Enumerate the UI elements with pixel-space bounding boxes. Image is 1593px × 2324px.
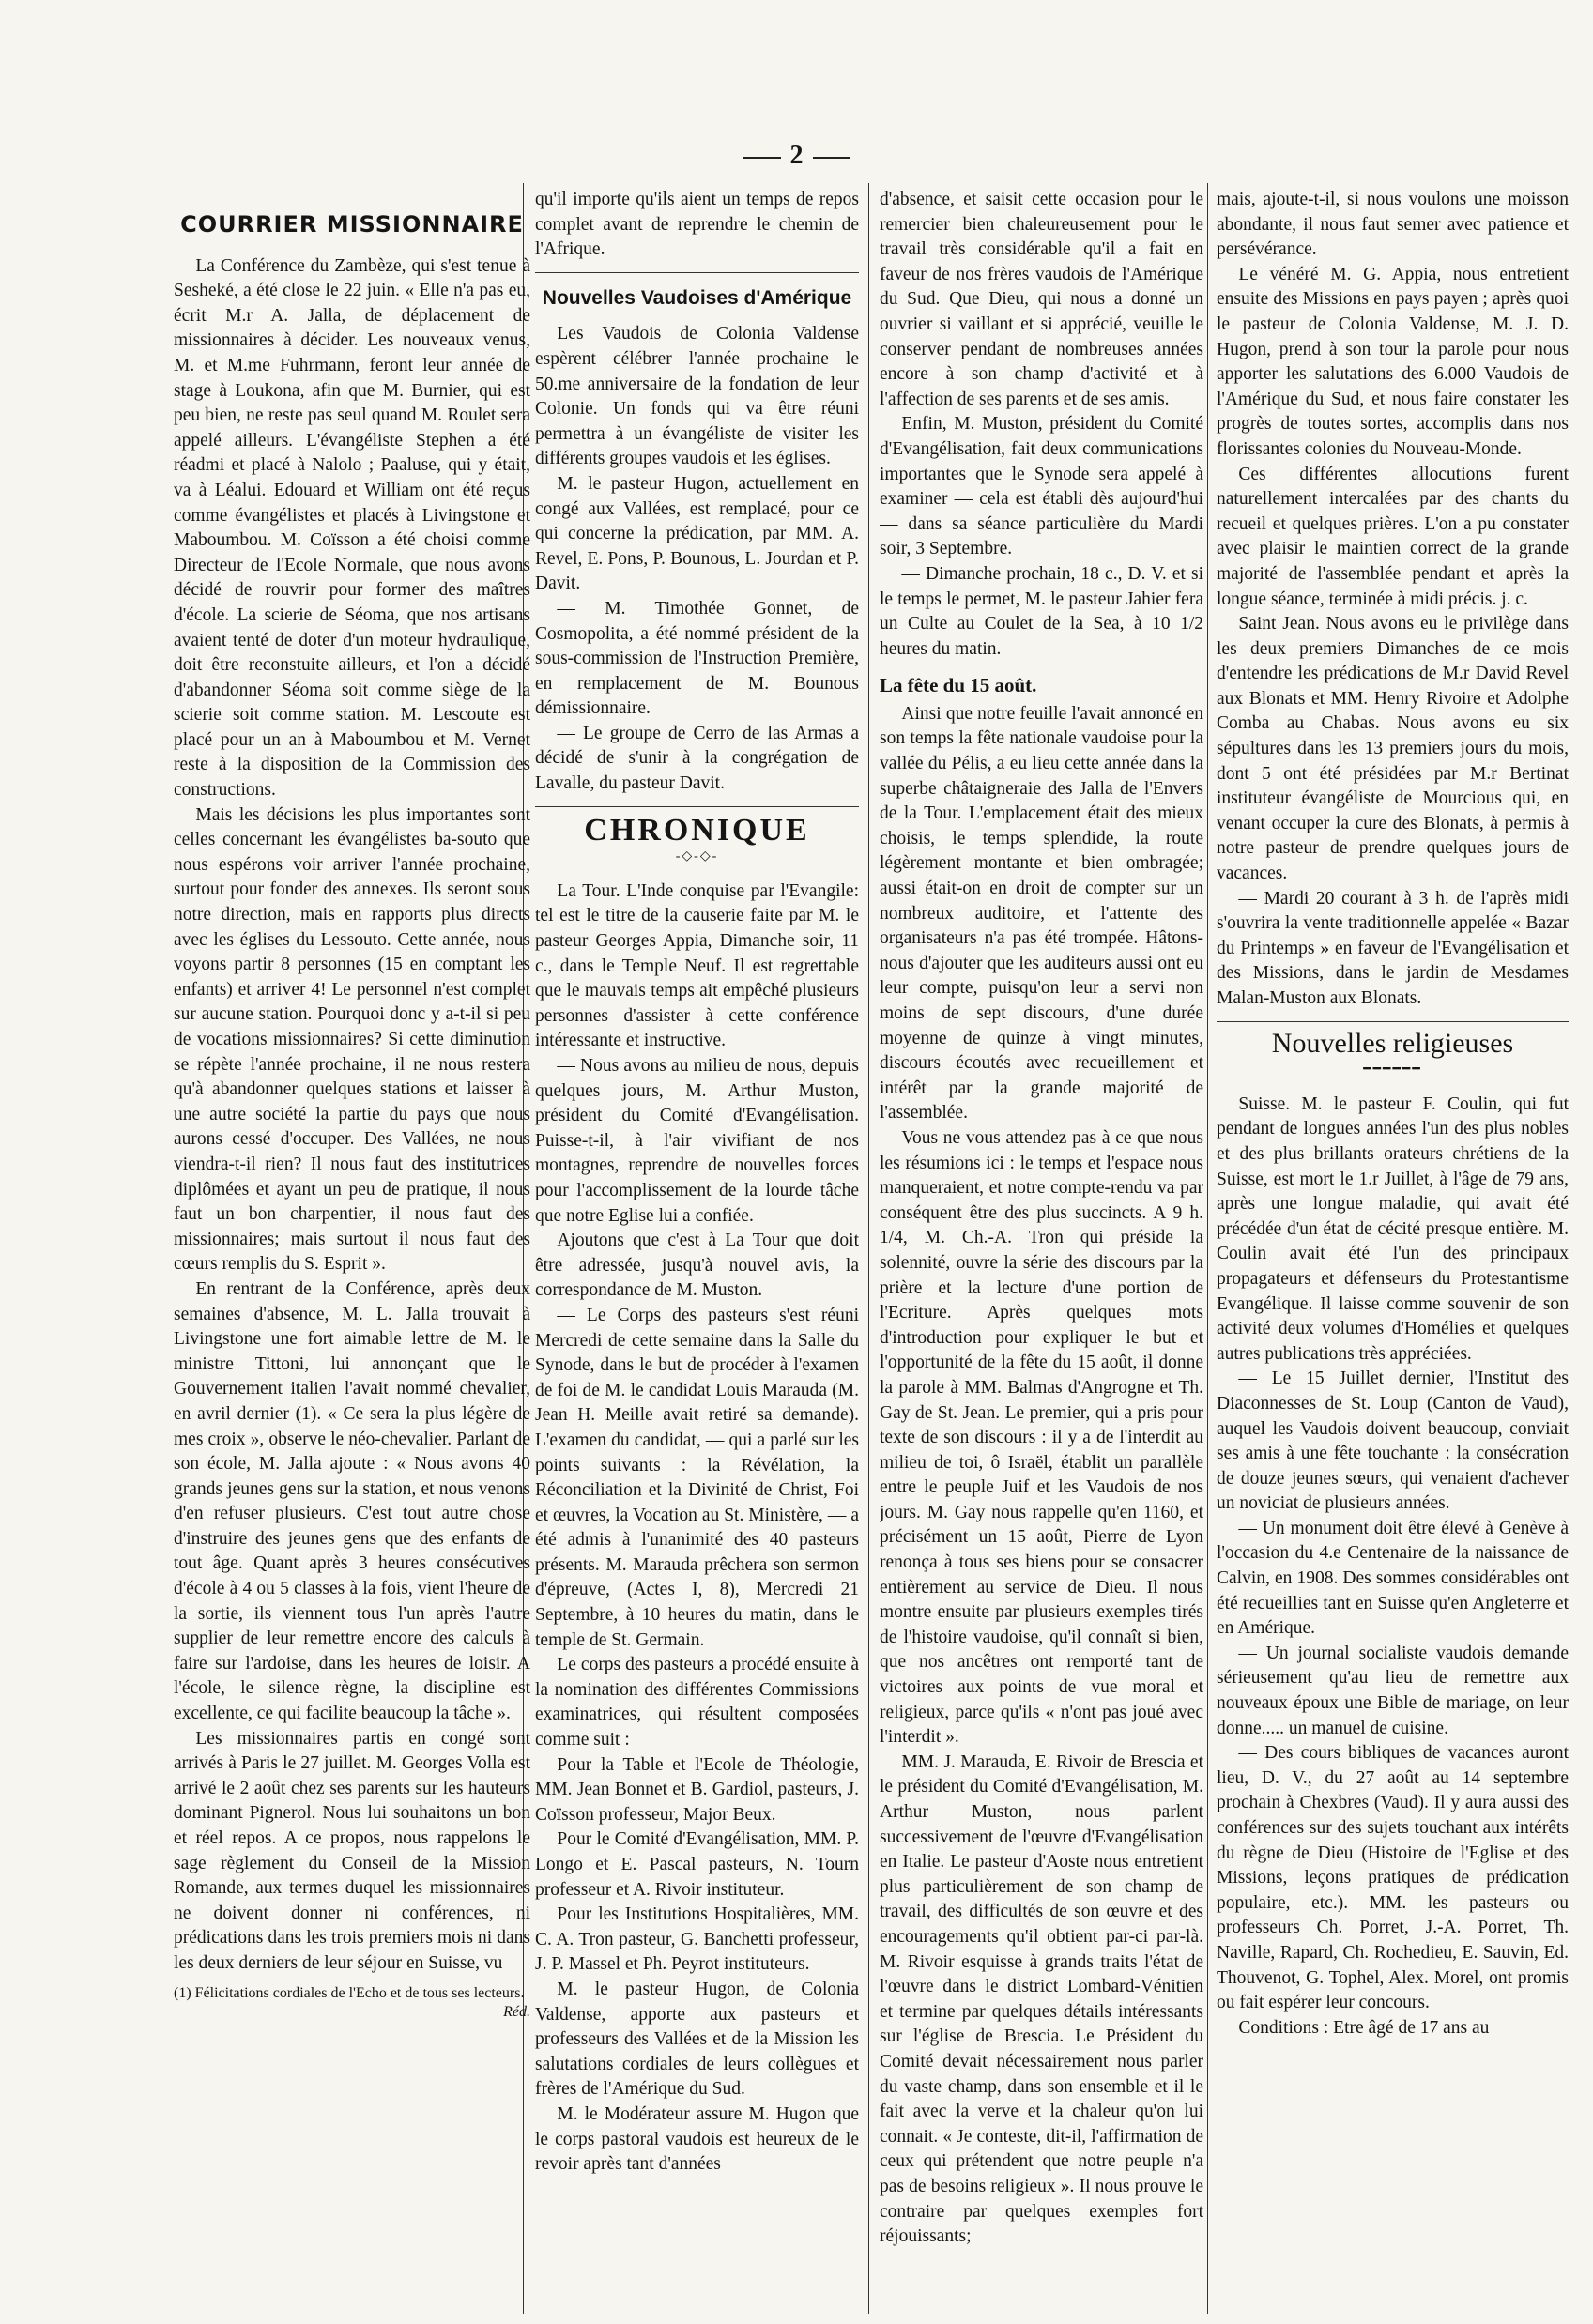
paragraph: M. le pasteur Hugon, de Colonia Valdense, apporte aux pasteurs et professeurs des Vallées et de la Mission les salutations cordiales de leurs collègues et frères de l'Amérique du Sud. — [535, 1979, 859, 2100]
paragraph: M. le Modérateur assure M. Hugon que le corps pastoral vaudois est heureux de le revoir après tant d'années — [535, 2103, 859, 2175]
paragraph: Saint Jean. Nous avons eu le privilège dans les deux premiers Dimanches de ce mois d'entendre les prédications de M.r David Revel aux Blonats et MM. Henry Rivoire et Adolphe Comba au Chabas. Nous avons eu six sépultures dans les 13 premiers jours du mois, dont 5 ont été présidées par M.r Bertinat instituteur évangéliste de Mourcious qui, en venant occuper la cure des Blonats, à permis à notre pasteur de prendre quelques jours de vacances. — [1217, 614, 1569, 884]
section-heading-fete: La fête du 15 août. — [880, 674, 1037, 697]
paragraph: qu'il importe qu'ils aient un temps de repos complet avant de reprendre le chemin de l'Afrique. — [535, 190, 859, 260]
paragraph: Le vénéré M. G. Appia, nous entretient ensuite des Missions en pays payen ; après quoi le pasteur de Colonia Valdense, M. J. D. Hugon, prend à son tour la parole pour nous apporter les salutations des 6.000 Vaudois de l'Amérique du Sud, et nous faire constater les progrès de toutes sortes, accomplis dans nos florissantes colonies du Nouveau-Monde. — [1217, 264, 1569, 459]
ornament-rule: ━━━━━━ — [1363, 1063, 1422, 1078]
section-heading-chronique: CHRONIQUE — [584, 812, 810, 848]
paragraph: La Conférence du Zambèze, qui s'est tenue à Sesheké, a été close le 22 juin. « Elle n'a pas eu, écrit M.r A. Jalla, de déplacement de missionnaires à décider. Les nouveaux venus, M. et M.me Fuhrmann, feront leur année de stage à Loukona, afin que M. Burnier, qui est peu bien, ne reste pas seul quand M. Roulet sera appelé ailleurs. L'évangéliste Stephen a été réadmi et placé à Nalolo ; Paaluse, qui y était, va à Léalui. Edouard et William ont été reçus comme évangélistes et placés à Livingstone et Maboumbou. M. Coïsson a été choisi comme Directeur de l'Ecole Normale, que nous avons décidé de rouvrir pour former des maîtres d'école. La scierie de Séoma, que nos artisans avaient tenté de doter d'un moteur hydraulique, doit être reconstuite ailleurs, et l'on a décidé d'abandonner Séoma soit comme siège de la scierie soit comme station. M. Lescoute est placé pour un an à Maboumbou et M. Vernet reste à la disposition de la Commission des constructions. — [174, 255, 530, 801]
paragraph: Vous ne vous attendez pas à ce que nous les résumions ici : le temps et l'espace nous manqueraient, et notre compte-rendu va par conséquent être des plus succincts. A 9 h. 1/4, M. Ch.-A. Tron qui préside la solennité, ouvre la série des discours par la prière et la lecture d'une portion de l'Ecriture. Après quelques mots d'introduction pour expliquer le but et l'opportunité de la fête du 15 août, il donne la parole à MM. Balmas d'Angrogne et Th. Gay de St. Jean. Le premier, qui a pris pour texte de son discours : il y a de l'interdit au milieu de toi, ô Israël, établit un parallèle entre le peuple Juif et les Vaudois de nos jours. M. Gay nous rappelle qu'en 1160, et précisément un 15 août, Pierre de Lyon renonça à tous ses biens pour se consacrer entièrement au service de Dieu. Il nous montre ensuite par plusieurs exemples tirés de l'histoire vaudoise, qu'il connaît si bien, que nos ancêtres ont remporté tant de victoires aux points de vue moral et religieux, parce qu'ils « n'ont pas joué avec l'interdit ». — [880, 1127, 1203, 1748]
paragraph: — Dimanche prochain, 18 c., D. V. et si le temps le permet, M. le pasteur Jahier fera un Culte au Coulet de la Sea, à 10 1/2 heures du matin. — [880, 563, 1203, 659]
column-rule — [868, 183, 869, 2314]
separator — [535, 806, 859, 807]
paragraph: — Le groupe de Cerro de las Armas a décidé de s'unir à la congrégation de Lavalle, du pasteur Davit. — [535, 723, 859, 794]
separator — [535, 272, 859, 273]
column-3 — [880, 188, 1203, 2309]
paragraph: En rentrant de la Conférence, après deux semaines d'absence, M. L. Jalla trouvait à Livingstone une fort aimable lettre de M. le ministre Tittoni, lui annonçant que le Gouvernement italien l'avait nommé chevalier, en avril dernier (1). « Ce sera la plus légère de mes croix », observe le néo-chevalier. Parlant de son école, M. Jalla ajoute : « Nous avons 40 grands jeunes gens sur la station, et nous venons d'en refuser plusieurs. C'est tout autre chose d'instruire des jeunes gens que des enfants de tout âge. Quant après 3 heures consécutives d'école à 4 ou 5 classes à la fois, vient l'heure de la sortie, ils viennent tous l'un après l'autre supplier de leur remettre encore des calculs à faire sur l'ardoise, dans les heures de loisir. A l'école, le silence règne, la discipline est excellente, ce qui facilite beaucoup la tâche ». — [174, 1278, 530, 1724]
paragraph: Ces différentes allocutions furent naturellement intercalées par des chants du recueil et quelques prières. L'on a pu constater avec plaisir le maintien correct de la grande majorité de l'assemblée pendant et après la longue séance, terminée à midi précis. j. c. — [1217, 464, 1569, 609]
footnote-signature: Réd. — [503, 2003, 530, 2020]
column-4 — [1217, 188, 1569, 2309]
paragraph: — Nous avons au milieu de nous, depuis quelques jours, M. Arthur Muston, président du Comité d'Evangélisation. Puisse-t-il, à l'air vivifiant de nos montagnes, reprendre de nouvelles forces pour l'accomplissement de la lourde tâche que notre Eglise lui a confiée. — [535, 1056, 859, 1226]
paragraph: M. le pasteur Hugon, actuellement en congé aux Vallées, est remplacé, pour ce qui concerne la prédication, par MM. A. Revel, E. Pons, P. Bounous, L. Jourdan et P. Davit. — [535, 473, 859, 594]
column-1 — [174, 188, 530, 2309]
paragraph: d'absence, et saisit cette occasion pour le remercier bien chaleureusement pour le travail très considérable qu'il a fait en faveur de nos frères vaudois de l'Amérique du Sud. Que Dieu, qui nous a donné un ouvrier si vaillant et si apprécié, veuille le conserver pendant de nombreuses années encore à son champ d'activité et à l'affection de ses parents et de ses amis. — [880, 190, 1203, 409]
section-heading-vaudoises: Nouvelles Vaudoises d'Amérique — [542, 286, 852, 309]
paragraph: MM. J. Marauda, E. Rivoir de Brescia et le président du Comité d'Evangélisation, M. Arthur Muston, nous parlent successivement de l'œuvre d'Evangélisation en Italie. Le pasteur d'Aoste nous entretient plus particulièrement de son champ de travail, des difficultés de son œuvre et des encouragements qu'il obtient par-ci par-là. M. Rivoir esquisse à grands traits l'état de l'œuvre dans le district Lombard-Vénitien et termine par quelques détails intéressants sur l'église de Brescia. Le Président du Comité devait nécessairement nous parler du vaste champ, dans son ensemble et il le fait avec la verve et la chaleur qu'on lui connait. « Je conteste, dit-il, l'affirmation de ceux qui prétendent que notre peuple n'a pas de besoins religieux ». Il nous prouve le contraire par quelques exemples fort réjouissants; — [880, 1751, 1203, 2247]
paragraph: Conditions : Etre âgé de 17 ans au — [1238, 2017, 1490, 2038]
paragraph: Ajoutons que c'est à La Tour que doit être adressée, jusqu'à nouvel avis, la correspondance de M. Muston. — [535, 1231, 859, 1301]
column-2 — [535, 188, 859, 2309]
paragraph: Les Vaudois de Colonia Valdense espèrent célébrer l'année prochaine le 50.me anniversaire de la fondation de leur Colonie. Un fonds qui va être réuni permettra à un évangéliste de visiter les différents groupes vaudois et les églises. — [535, 324, 859, 469]
paragraph: La Tour. L'Inde conquise par l'Evangile: tel est le titre de la causerie faite par M. le pasteur Georges Appia, Dimanche soir, 11 c., dans le Temple Neuf. Il est regrettable que le mauvais temps ait empêché plusieurs personnes d'assister à cette conférence intéressante et instructive. — [535, 880, 859, 1051]
paragraph: Le corps des pasteurs a procédé ensuite à la nomination des différentes Commissions examinatrices, qui résultent composées comme suit : — [535, 1655, 859, 1751]
paragraph: Ainsi que notre feuille l'avait annoncé en son temps la fête nationale vaudoise pour la vallée du Pélis, a eu lieu cette année dans la superbe châtaigneraie des Jalla de l'Envers de la Tour. L'emplacement était des mieux choisis, le temps splendide, la route légèrement montante et bien ombragée; aussi était-on en droit de compter sur un nombreux auditoire, et l'attente des organisateurs n'a pas été trompée. Hâtons-nous d'ajouter que les auditeurs aussi ont eu leur compte, puisqu'on leur a servi non moins de sept discours, d'une durée moyenne de quinze à vingt minutes, discours écoutés avec recueillement et intérêt par la grande majorité de l'assemblée. — [880, 703, 1203, 1124]
paragraph: — Des cours bibliques de vacances auront lieu, D. V., du 27 août au 14 septembre prochain à Chexbres (Vaud). Il y aura aussi des conférences sur des sujets touchant aux intérêts du règne de Dieu (Histoire de l'Eglise et des Missions, leçons pratiques de prédication populaire, etc.). MM. les pasteurs ou professeurs Ch. Porret, J.-A. Porret, Th. Naville, Rapard, Ch. Rochedieu, E. Sauvin, Ed. Thouvenot, G. Tophel, Alex. Morel, ont promis ou fait espérer leur concours. — [1217, 1743, 1569, 2013]
paragraph: — M. Timothée Gonnet, de Cosmopolita, a été nommé président de la sous-commission de l'Instruction Première, en remplacement de M. Bounous démissionnaire. — [535, 598, 859, 719]
paragraph: — Le 15 Juillet dernier, l'Institut des Diaconnesses de St. Loup (Canton de Vaud), auquel les Vaudois doivent beaucoup, conviait ses amis à une fête touchante : la consécration de douze jeunes sœurs, qui venaient d'achever un noviciat de plusieurs années. — [1217, 1368, 1569, 1514]
paragraph: — Le Corps des pasteurs s'est réuni Mercredi de cette semaine dans la Salle du Synode, dans le but de procéder à l'examen de foi de M. le candidat Louis Marauda (M. Jean H. Meille avait retiré sa demande). L'examen du candidat, — qui a parlé sur les points suivants : la Révélation, la Réconciliation et la Divinité de Christ, Foi et œuvres, la Vocation au St. Ministère, — a été admis à l'unanimité des 40 pasteurs présents. M. Marauda prêchera son sermon d'épreuve, (Actes I, 8), Mercredi 21 Septembre, à 10 heures du matin, dans le temple de St. Germain. — [535, 1305, 859, 1650]
footnote — [174, 1984, 530, 2020]
paragraph: Pour la Table et l'Ecole de Théologie, MM. Jean Bonnet et B. Gardiol, pasteurs, J. Coïsson professeur, Major Beux. — [535, 1754, 859, 1825]
page-number: 2 — [0, 141, 1593, 171]
paragraph: — Un monument doit être élevé à Genève à l'occasion du 4.e Centenaire de la naissance de Calvin, en 1908. Des sommes considérables ont été recueillies tant en Suisse qu'en Angleterre et en Amérique. — [1217, 1518, 1569, 1639]
paragraph: — Mardi 20 courant à 3 h. de l'après midi s'ouvrira la vente traditionnelle appelée « Bazar du Printemps » en faveur de l'Evangélisation et des Missions, dans le jardin de Mesdames Malan-Muston aux Blonats. — [1217, 888, 1569, 1008]
paragraph: Les missionnaires partis en congé sont arrivés à Paris le 27 juillet. M. Georges Volla est arrivé le 2 août chez ses parents sur les hauteurs dominant Pignerol. Nous lui souhaitons un bon et réel repos. A ce propos, nous rappelons le sage règlement du Conseil de la Mission Romande, aux termes duquel les missionnaires ne doivent donner ni conférences, ni prédications dans les trois premiers mois ni dans les deux derniers de leur séjour en Suisse, vu — [174, 1728, 530, 1973]
paragraph: mais, ajoute-t-il, si nous voulons une moisson abondante, il nous faut semer avec patience et persévérance. — [1217, 190, 1569, 260]
separator — [1217, 1021, 1569, 1022]
paragraph: Enfin, M. Muston, président du Comité d'Evangélisation, fait deux communications importantes que le Synode sera appelé à examiner — cela est établi dès aujourd'hui — dans sa séance particulière du Mardi soir, 3 Septembre. — [880, 414, 1203, 559]
paragraph: Mais les décisions les plus importantes sont celles concernant les évangélistes ba-souto que nous espérons voir arriver l'année prochaine, surtout pour fonder des annexes. Ils seront sous notre direction, mais en rapports plus directs avec les églises du Lessouto. Cette année, nous voyons partir 8 personnes (15 en comptant les enfants) et arriver 4! Le personnel n'est complet sur aucune station. Pourquoi donc y a-t-il si peu de vocations missionnaires? Si cette diminution se répète l'année prochaine, il ne nous restera qu'à abandonner quelques stations et laisser à une autre société la partie du pays que nous aurons cessé d'occuper. Des Vallées, ne nous viendra-t-il rien? Il nous faut des institutrices diplômées et ayant un peu de pratique, il nous faut un bon charpentier, il nous faut des missionnaires; mais surtout il nous faut des cœurs remplis du S. Esprit ». — [174, 804, 530, 1275]
section-heading-courrier: COURRIER MISSIONNAIRE — [180, 211, 524, 237]
footnote-text: (1) Félicitations cordiales de l'Echo et de tous ses lecteurs. — [174, 1984, 525, 2001]
paragraph: Pour le Comité d'Evangélisation, MM. P. Longo et E. Pascal pasteurs, N. Tourn professeur et A. Rivoir instituteur. — [535, 1829, 859, 1900]
paragraph: Pour les Institutions Hospitalières, MM. C. A. Tron pasteur, G. Banchetti professeur, J. P. Massel et Ph. Peyrot instituteurs. — [535, 1904, 859, 1975]
paragraph: — Un journal socialiste vaudois demande sérieusement qu'au lieu de remettre aux nouveaux époux une Bible de mariage, on leur donne..... un manuel de cuisine. — [1217, 1643, 1569, 1738]
section-heading-religieuses: Nouvelles religieuses — [1271, 1027, 1514, 1059]
ornament: -◇-◇- — [675, 849, 719, 864]
column-rule — [1207, 183, 1208, 2314]
paragraph: Suisse. M. le pasteur F. Coulin, qui fut pendant de longues années l'un des plus nobles et des plus brillants orateurs chrétiens de la Suisse, est mort le 1.r Juillet, à l'âge de 79 ans, après une longue maladie, qui avait été précédée d'un état de cécité presque entière. M. Coulin avait été l'un des principaux propagateurs et défenseurs du Protestantisme Evangélique. Il laisse comme souvenir de son activité deux volumes d'Homélies et quelques autres publications très appréciées. — [1217, 1093, 1569, 1364]
